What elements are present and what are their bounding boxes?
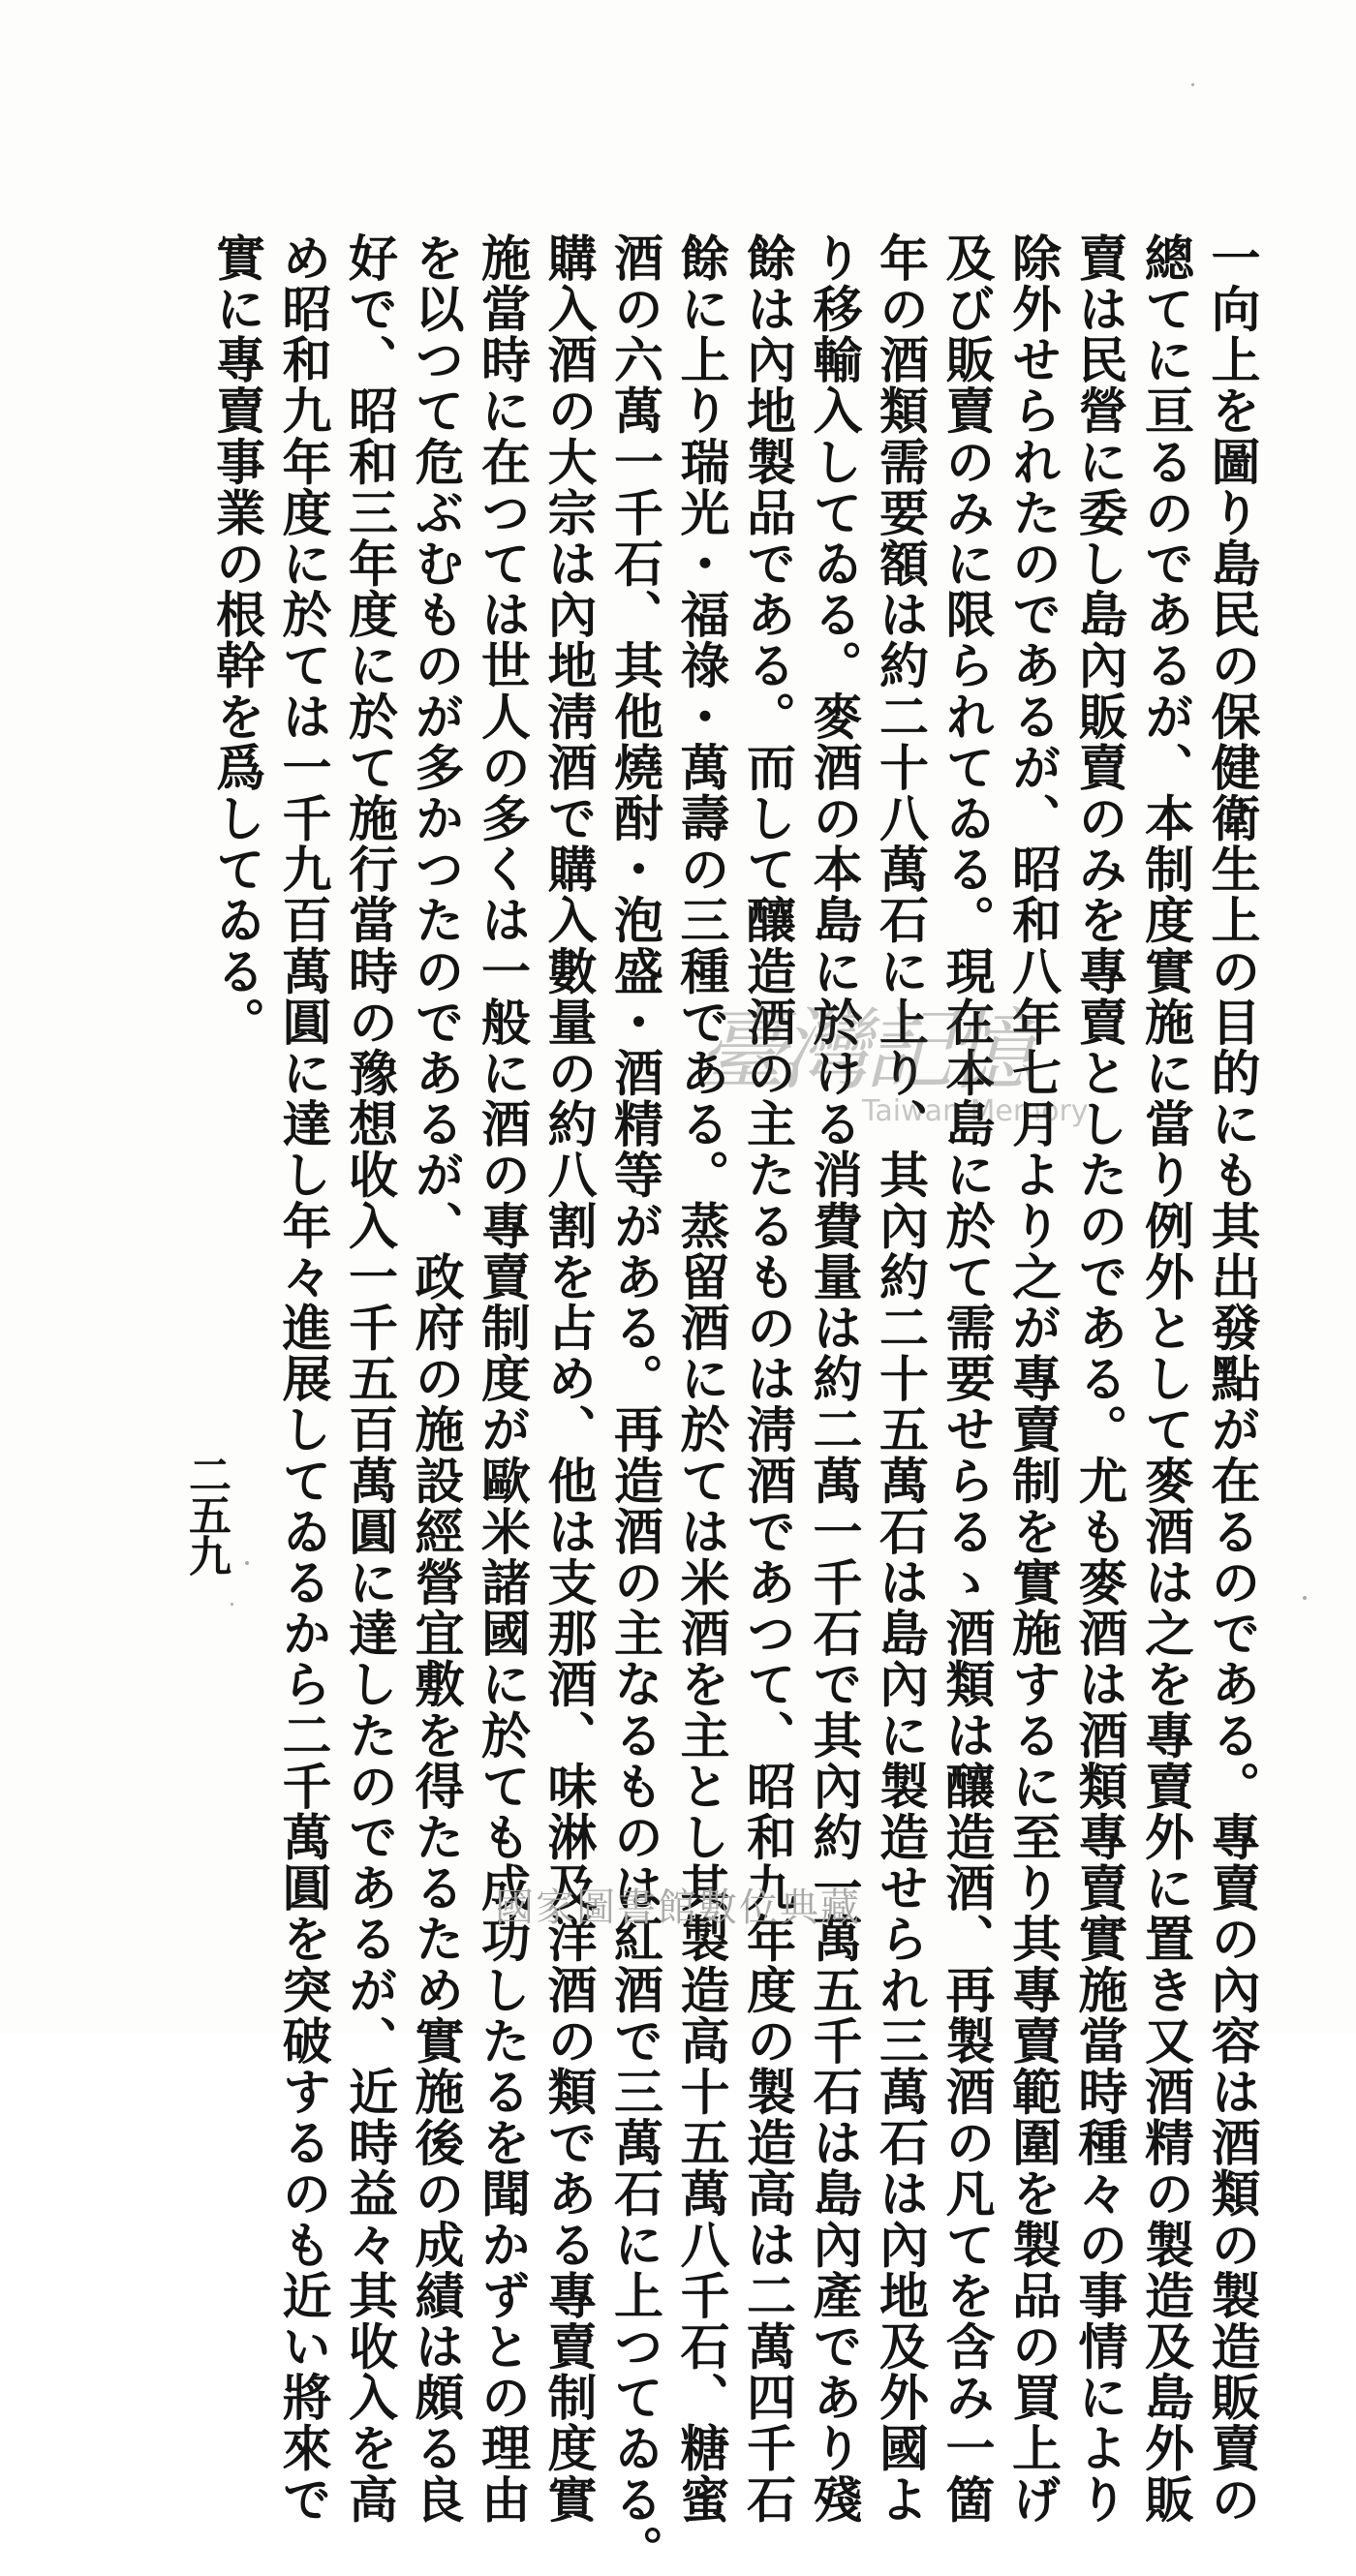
scan-speck [245,1561,249,1565]
text-line-11: 購入酒の大宗は內地淸酒で購入數量の約八割を占め、他は支那酒、味淋及洋酒の類である專賣制度實 [539,232,597,2525]
text-line-16: 實に專賣事業の根幹を爲してゐる。 [206,232,265,1048]
text-line-7: り移輸入してゐる。麥酒の本島に於ける消費量は約二萬一千石で其內約一萬五千石は島內產であり殘 [804,232,862,2525]
text-line-8: 餘は內地製品である。而して釀造酒の主たるものは淸酒であつて、昭和九年度の製造高は二萬四千石 [737,232,796,2525]
text-line-12: 施當時に在つては世人の多くは一般に酒の專賣制度が歐米諸國に於ても成功したるを聞かずとの理由 [472,232,531,2525]
text-line-14: 好で、昭和三年度に於て施行當時の豫想收入一千五百萬圓に達したのであるが、近時益々其收入を高 [339,232,398,2525]
text-line-5: 及び販賣のみに限られてゐる。現在本島に於て需要せらるゝ酒類は釀造酒、再製酒の凡てを含み一箇 [937,232,995,2525]
text-line-13: を以つて危ぶむものが多かつたのであるが、政府の施設經營宜敷を得たるため實施後の成績は頗る良 [406,232,464,2525]
text-line-10: 酒の六萬一千石、其他燒酎・泡盛・酒精等がある。再造酒の主なるものは紅酒で三萬石に上つてゐる。 [604,232,663,2576]
page-number: 二五九 [181,1453,231,1575]
text-line-6: 年の酒類需要額は約二十八萬石に上り、其內約二十五萬石は島內に製造せられ三萬石は內地及外國よ [870,232,929,2525]
text-line-9: 餘に上り瑞光・福祿・萬壽の三種である。蒸留酒に於ては米酒を主とし其製造高十五萬八千石、糖蜜 [671,232,729,2525]
scan-speck [231,1603,233,1606]
library-footer: 國家圖書館數位典藏 [495,1886,861,1930]
text-line-15: め昭和九年度に於ては一千九百萬圓に達し年々進展してゐるから二千萬圓を突破するのも近い將來で [273,232,331,2525]
text-line-3: 賣は民營に委し島內販賣のみを專賣としたのである。尤も麥酒は酒類專賣實施當時種々の事情により [1069,232,1127,2525]
text-line-4: 除外せられたのであるが、昭和八年七月より之が專賣制を實施するに至り其專賣範圍を製品の買上げ [1002,232,1062,2525]
watermark-script: 臺灣記憶 [697,998,1032,1102]
scan-speck [1303,1596,1307,1600]
text-line-2: 總てに亘るのであるが、本制度實施に當り例外として麥酒は之を專賣外に置き又酒精の製造及島外販 [1135,232,1194,2525]
scan-speck [1191,83,1194,86]
body-text [202,232,1264,2576]
watermark-latin: Taiwan Memory [862,1094,1089,1128]
text-line-1: 一向上を圖り島民の保健衛生上の目的にも其出發點が在るのである。專賣の內容は酒類の製造販賣の [1202,232,1260,2525]
